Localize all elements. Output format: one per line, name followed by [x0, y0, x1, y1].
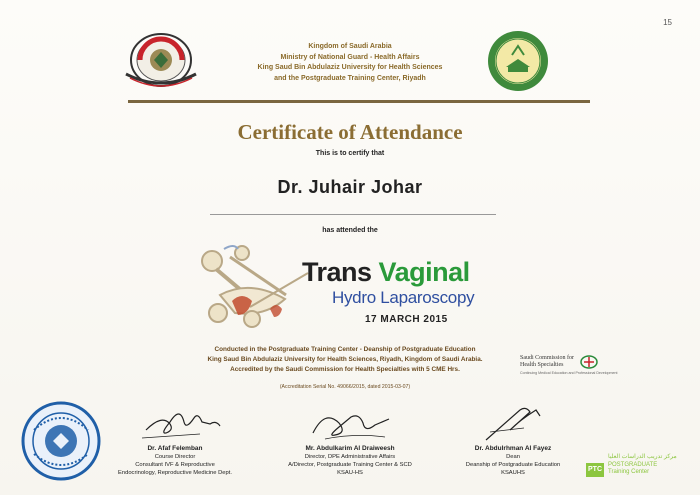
certify-text: This is to certify that: [315, 150, 385, 157]
scfhs-logo: [580, 355, 598, 369]
signatory-name: Dr. Abdulrhman Al Fayez: [474, 445, 552, 452]
signature-felemban: [140, 400, 230, 442]
signatory-title: Endocrinology, Reproductive Medicine Dept.: [118, 470, 232, 476]
scfhs-name: Saudi Commission for Health Specialties: [520, 355, 575, 368]
conduct-line: Conducted in the Postgraduate Training Center - Deanship of Postgraduate Education: [214, 346, 476, 353]
hydrolaparoscopy-instruments-illustration: [190, 243, 315, 335]
signatory-title: Consultant IVF & Reproductive: [135, 462, 215, 468]
national-guard-logo: [120, 30, 202, 92]
page-number: 15: [663, 18, 672, 27]
header-divider: [128, 100, 590, 103]
signature-draiweesh: [305, 403, 395, 443]
ptc-logo: [586, 454, 686, 481]
event-title: [302, 257, 470, 288]
event-title-part2: Vaginal: [378, 257, 470, 287]
event-subtitle: Hydro Laparoscopy: [332, 288, 475, 307]
ptc-stamp-seal: [20, 400, 102, 482]
signatory-title: A/Director, Postgraduate Training Center & SCD: [288, 462, 412, 468]
signatory-title: Dean: [506, 454, 520, 460]
conduct-line: King Saud Bin Abdulaziz University for Health Sciences, Riyadh, Kingdom of Saudi Arabia.: [207, 356, 483, 363]
signatory-name: Dr. Afaf Felemban: [147, 445, 203, 452]
accreditation-number: (Accreditation Serial No. 49066/2015, dated 2015-03-07): [279, 384, 411, 390]
signatory-alfayez: [438, 445, 588, 477]
attended-text: has attended the: [322, 227, 378, 234]
signature-alfayez: [480, 400, 550, 444]
ptc-arabic-name: مركز تدريب الدراسات العليا: [608, 454, 677, 460]
certificate-title: Certificate of Attendance: [237, 120, 463, 144]
scfhs-tagline: Continuing Medical Education and Professional Development: [520, 371, 618, 375]
university-seal-logo: [486, 29, 550, 93]
header-line: Ministry of National Guard - Health Affairs: [280, 53, 420, 61]
signatory-felemban: [95, 445, 255, 477]
ptc-abbr: PTC: [586, 463, 604, 477]
header-text: [200, 42, 500, 84]
event-title-part1: Trans: [302, 257, 379, 287]
signatory-title: Course Director: [154, 454, 196, 460]
signatory-title: KSAUHS: [501, 470, 525, 476]
ptc-english-name: [608, 462, 657, 476]
scfhs-mark: [520, 355, 620, 376]
signatory-title: Deanship of Postgraduate Education: [465, 462, 561, 468]
recipient-name: Dr. Juhair Johar: [277, 177, 423, 197]
ptc-line2: Training Center: [608, 469, 650, 475]
header-line: Kingdom of Saudi Arabia: [308, 43, 392, 50]
signatory-title: Director, DPE Administrative Affairs: [304, 454, 396, 460]
name-underline: [210, 214, 496, 215]
signatory-draiweesh: [270, 445, 430, 477]
ptc-line1: POSTGRADUATE: [608, 462, 658, 468]
header-line: King Saud Bin Abdulaziz University for Health Sciences: [257, 64, 443, 71]
header-line: and the Postgraduate Training Center, Riyadh: [274, 74, 426, 82]
signatory-title: KSAU-HS: [337, 470, 363, 476]
conduct-text: [175, 345, 515, 375]
signatory-name: Mr. Abdulkarim Al Draiweesh: [305, 445, 395, 452]
event-date: 17 MARCH 2015: [365, 314, 448, 325]
conduct-line: Accredited by the Saudi Commission for Health Specialties with 5 CME Hrs.: [230, 366, 460, 373]
